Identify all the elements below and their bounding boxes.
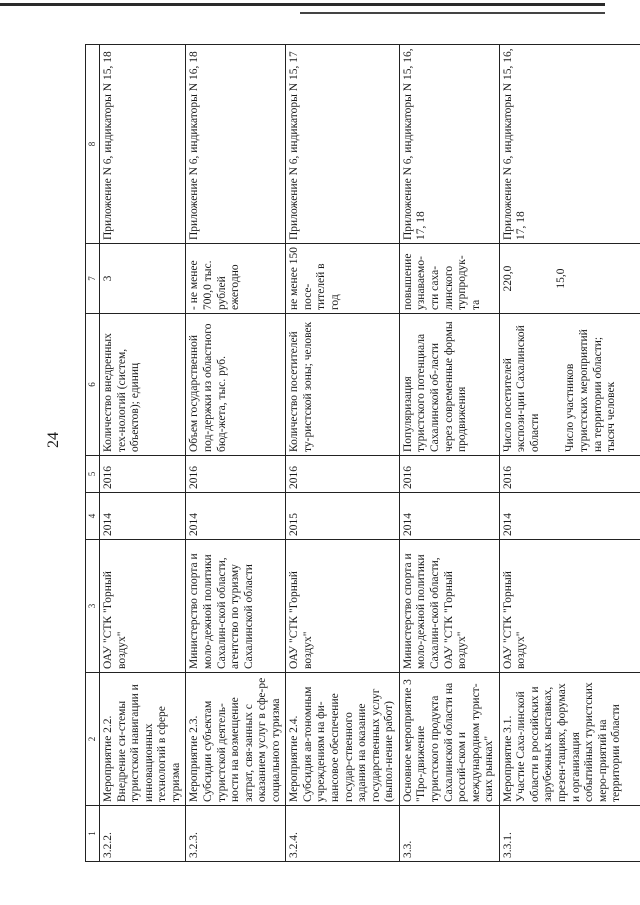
event-name: Мероприятие 2.4. Субсидия ав-тономным учреждениям на фи-нансовое обеспечение государ-ственного задания на оказание государственных услуг (выпол-нение работ): [286, 673, 400, 806]
table-row: [286, 45, 400, 862]
executor: ОАУ "СТК "Горный воздух": [286, 540, 400, 673]
header-cell: 1: [86, 806, 100, 862]
table-row: [100, 45, 186, 862]
row-number: 3.2.3.: [186, 806, 286, 862]
start-year: 2014: [100, 493, 186, 540]
executor: Министерство спорта и моло-дежной политики Сахалин-ской области, ОАУ "СТК "Горный воздух": [399, 540, 499, 673]
row-number: 3.3.: [399, 806, 499, 862]
start-year: 2014: [399, 493, 499, 540]
row-number: 3.2.4.: [286, 806, 400, 862]
header-cell: 8: [86, 45, 100, 244]
table-row: [399, 45, 499, 862]
indicator: Объем государственной под-держки из областного бюд-жета, тыс. руб.: [186, 314, 286, 456]
header-cell: 3: [86, 540, 100, 673]
indicator: Популяризация туристского потенциала Сахалинской об-ласти через современные формы продвижения: [399, 314, 499, 456]
event-name: Основное мероприятие 3 "Про-движение туристского продукта Сахалинской области на россий-ском и международном турист-ских рынках": [399, 673, 499, 806]
header-cell: 4: [86, 493, 100, 540]
target-value: не менее 150 посе-тителей в год: [286, 244, 400, 314]
appendix-link: Приложение N 6, индикаторы N 15, 16, 17, 18: [399, 45, 499, 244]
indicator-cell: [499, 314, 640, 456]
top-rule: [0, 3, 605, 6]
executor: ОАУ "СТК "Горный воздух": [100, 540, 186, 673]
header-cell: 5: [86, 456, 100, 493]
row-number: 3.2.2.: [100, 806, 186, 862]
indicator: Количество посетителей ту-ристской зоны; человек: [286, 314, 400, 456]
target-value: 3: [100, 244, 186, 314]
page-number: 24: [45, 432, 62, 448]
header-cell: 6: [86, 314, 100, 456]
target-value-cell: [499, 244, 640, 314]
value-participants: 15,0: [555, 268, 568, 289]
end-year: 2016: [186, 456, 286, 493]
start-year: 2014: [499, 493, 640, 540]
appendix-link: Приложение N 6, индикаторы N 15, 18: [100, 45, 186, 244]
program-table: [85, 44, 640, 862]
indicator-participants: Число участников туристских мероприятий на территории области; тысяч человек: [564, 329, 618, 452]
event-name: Мероприятие 2.3. Субсидии субъектам туристской деятель-ности на возмещение затрат, свя-занных с оказанием услуг в сфе-ре социального туризма: [186, 673, 286, 806]
header-cell: 7: [86, 244, 100, 314]
target-value: повышение узнаваемо-сти саха-линского турпродук-та: [399, 244, 499, 314]
table-row: [186, 45, 286, 862]
executor: ОАУ "СТК "Горный воздух": [499, 540, 640, 673]
appendix-link: Приложение N 6, индикаторы N 15, 17: [286, 45, 400, 244]
indicator-exposition: Число посетителей экспози-ции Сахалинской области: [501, 325, 541, 452]
rotated-page: [85, 45, 623, 862]
start-year: 2015: [286, 493, 400, 540]
end-year: 2016: [499, 456, 640, 493]
appendix-link: Приложение N 6, индикаторы N 15, 16, 17, 18: [499, 45, 640, 244]
start-year: 2014: [186, 493, 286, 540]
appendix-link: Приложение N 6, индикаторы N 16, 18: [186, 45, 286, 244]
executor: Министерство спорта и моло-дежной политики Сахалин-ской области, агентство по туризму Сахалинской области: [186, 540, 286, 673]
value-exposition: 220,0: [501, 265, 514, 292]
header-cell: 2: [86, 673, 100, 806]
rotated-content: [85, 45, 623, 862]
end-year: 2016: [399, 456, 499, 493]
event-name: Мероприятие 3.1. Участие Саха-линской области в российских и зарубежных выставках, презен-тациях, форумах и организация событийных туристских меро-приятий на территории области: [499, 673, 640, 806]
indicator: Количество внедренных тех-нологий (систем, объектов); единиц: [100, 314, 186, 456]
end-year: 2016: [286, 456, 400, 493]
top-rule-secondary: [300, 12, 605, 14]
table-row: [499, 45, 640, 862]
row-number: 3.3.1.: [499, 806, 640, 862]
header-row: [86, 45, 100, 862]
end-year: 2016: [100, 456, 186, 493]
target-value: - не менее 700,0 тыс. рублей ежегодно: [186, 244, 286, 314]
event-name: Мероприятие 2.2. Внедрение си-стемы туристской навигации и инновационных технологий в сфере туризма: [100, 673, 186, 806]
